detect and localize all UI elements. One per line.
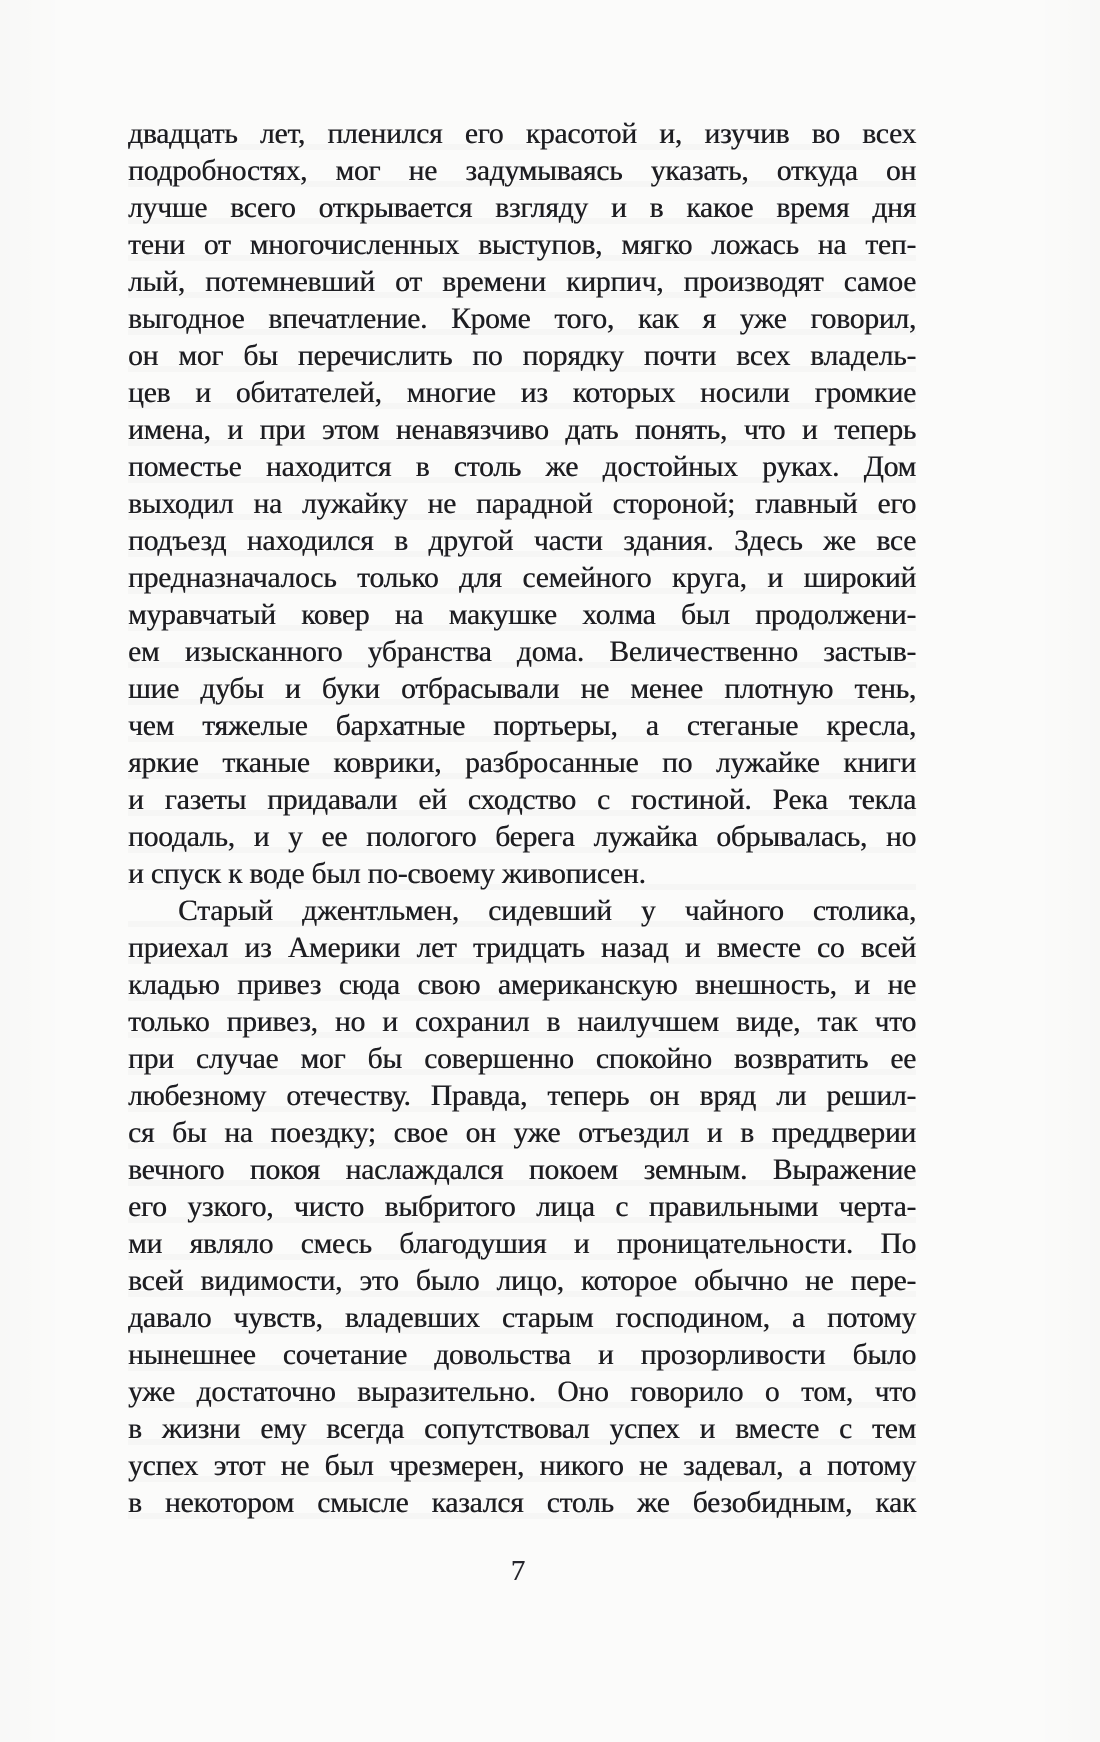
text-line: яркие тканые коврики, разбросанные по лужайке книги	[128, 747, 916, 779]
text-line: успех этот не был чрезмерен, никого не задевал, а потому	[128, 1450, 916, 1482]
text-line: его узкого, чисто выбритого лица с правильными черта-	[128, 1191, 916, 1223]
text-line: поодаль, и у ее пологого берега лужайка обрывалась, но	[128, 821, 916, 853]
text-line: уже достаточно выразительно. Оно говорило о том, что	[128, 1376, 916, 1408]
text-line: и газеты придавали ей сходство с гостиной. Река текла	[128, 784, 916, 816]
text-line: ем изысканного убранства дома. Величественно застыв-	[128, 636, 916, 668]
text-line: только привез, но и сохранил в наилучшем виде, так что	[128, 1006, 916, 1038]
text-line: при случае мог бы совершенно спокойно возвратить ее	[128, 1043, 916, 1075]
text-line: ся бы на поездку; свое он уже отъездил и в преддверии	[128, 1117, 916, 1149]
text-line: вечного покоя наслаждался покоем земным. Выражение	[128, 1154, 916, 1186]
text-line: кладью привез сюда свою американскую внешность, и не	[128, 969, 916, 1001]
page-text-block	[128, 116, 916, 1522]
text-line: всей видимости, это было лицо, которое обычно не пере-	[128, 1265, 916, 1297]
text-line: он мог бы перечислить по порядку почти всех владель-	[128, 340, 916, 372]
text-line: в жизни ему всегда сопутствовал успех и вместе с тем	[128, 1413, 916, 1445]
text-line: подробностях, мог не задумываясь указать, откуда он	[128, 155, 916, 187]
text-line-paragraph-end: и спуск к воде был по-своему живописен.	[128, 858, 646, 890]
text-line: чем тяжелые бархатные портьеры, а стеганые кресла,	[128, 710, 916, 742]
text-line: давало чувств, владевших старым господином, а потому	[128, 1302, 916, 1334]
text-line: нынешнее сочетание довольства и прозорливости было	[128, 1339, 916, 1371]
text-line: подъезд находился в другой части здания. Здесь же все	[128, 525, 916, 557]
text-line-paragraph-start: Старый джентльмен, сидевший у чайного столика,	[178, 895, 916, 927]
text-line: лучше всего открывается взгляду и в какое время дня	[128, 192, 916, 224]
text-line: шие дубы и буки отбрасывали не менее плотную тень,	[128, 673, 916, 705]
text-line: в некотором смысле казался столь же безобидным, как	[128, 1487, 916, 1519]
text-line: любезному отечеству. Правда, теперь он вряд ли решил-	[128, 1080, 916, 1112]
text-line: выгодное впечатление. Кроме того, как я уже говорил,	[128, 303, 916, 335]
text-line: предназначалось только для семейного круга, и широкий	[128, 562, 916, 594]
text-line: имена, и при этом ненавязчиво дать понять, что и теперь	[128, 414, 916, 446]
text-line: двадцать лет, пленился его красотой и, изучив во всех	[128, 118, 916, 150]
text-line: лый, потемневший от времени кирпич, производят самое	[128, 266, 916, 298]
text-line: выходил на лужайку не парадной стороной; главный его	[128, 488, 916, 520]
text-line: муравчатый ковер на макушке холма был продолжени-	[128, 599, 916, 631]
text-line: поместье находится в столь же достойных руках. Дом	[128, 451, 916, 483]
page-number: 7	[510, 1555, 526, 1587]
text-line: приехал из Америки лет тридцать назад и вместе со всей	[128, 932, 916, 964]
text-line: ми являло смесь благодушия и проницательности. По	[128, 1228, 916, 1260]
text-line: цев и обитателей, многие из которых носили громкие	[128, 377, 916, 409]
text-line: тени от многочисленных выступов, мягко ложась на теп-	[128, 229, 916, 261]
